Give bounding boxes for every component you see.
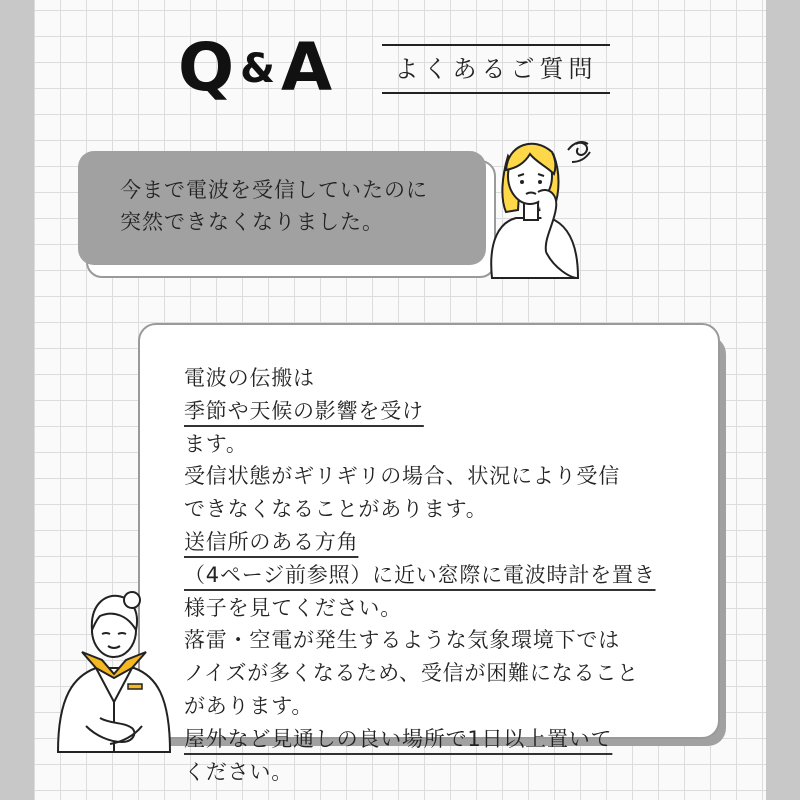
answer-line-1-end: ます。 — [184, 431, 248, 456]
question-line: 今まで電波を受信していたのに — [120, 178, 428, 202]
answer-text — [184, 362, 656, 788]
answer-line: ください。 — [184, 759, 293, 784]
page-title — [178, 28, 334, 109]
answer-line — [184, 362, 656, 460]
question-line: 突然できなくなりました。 — [120, 210, 384, 234]
answer-line — [184, 493, 656, 559]
answer-line: 様子を見てください。 — [184, 595, 402, 620]
answer-line — [184, 559, 656, 592]
answer-highlight-season: 季節や天候の影響を受け — [184, 398, 424, 423]
answer-highlight-direction: 送信所のある方角 — [184, 529, 359, 554]
answer-line: ノイズが多くなるため、受信が困難になること — [184, 661, 639, 686]
answer-highlight-outdoor: 屋外など見通しの良い場所で1日以上置いて — [184, 726, 613, 751]
title-a: A — [281, 29, 335, 106]
answer-line — [184, 723, 656, 756]
confused-woman-icon — [480, 128, 606, 288]
question-text — [120, 174, 428, 238]
answer-line-1-start: 電波の伝搬は — [184, 366, 315, 390]
title-ampersand: & — [240, 46, 277, 92]
answer-line-3-start: できなくなることがあります。 — [184, 497, 488, 522]
answer-line: があります。 — [184, 693, 314, 718]
page-subtitle: よくあるご質問 — [382, 44, 610, 94]
answer-highlight-window: （4ページ前参照）に近い窓際に電波時計を置き — [184, 562, 656, 587]
answer-line: 落雷・空電が発生するような気象環境下では — [184, 628, 620, 653]
staff-woman-icon — [52, 586, 178, 758]
title-q: Q — [178, 29, 237, 106]
answer-line: 受信状態がギリギリの場合、状況により受信 — [184, 464, 620, 489]
